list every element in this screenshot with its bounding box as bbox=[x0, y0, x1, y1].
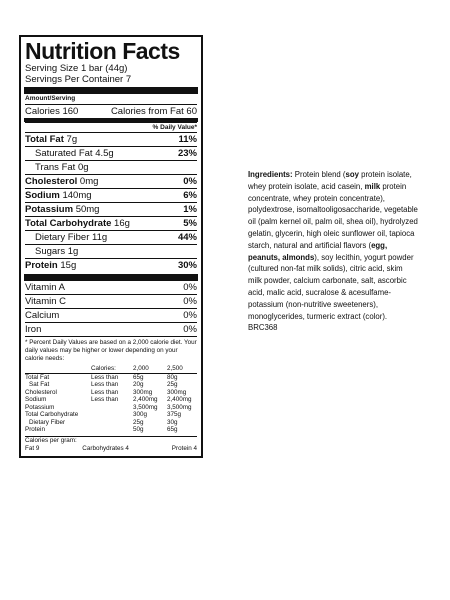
table-row: Total Fat Less than 65g 80g bbox=[25, 373, 178, 381]
nutrient-label: Saturated Fat bbox=[35, 148, 93, 159]
nutrient-label: Dietary Fiber bbox=[35, 232, 90, 243]
nutrient-row-total-fat bbox=[25, 132, 197, 146]
vitamin-label: Vitamin A bbox=[25, 282, 65, 293]
nutrient-row-protein bbox=[25, 258, 197, 272]
nutrition-title: Nutrition Facts bbox=[25, 38, 180, 64]
nutrition-facts-panel bbox=[19, 35, 203, 458]
daily-value-footnote: * Percent Daily Values are based on a 2,000 calorie diet. Your daily values may be higher or lower depending on your calorie needs: bbox=[25, 336, 197, 363]
nutrient-label: Protein bbox=[25, 260, 58, 271]
nutrient-label: Trans Fat bbox=[35, 162, 76, 173]
nutrient-dv: 30% bbox=[177, 260, 197, 271]
vitamin-row-c bbox=[25, 294, 197, 308]
vitamin-row-a bbox=[25, 281, 197, 294]
vitamin-row-iron bbox=[25, 322, 197, 336]
product-code: BRC368 bbox=[248, 323, 278, 333]
nutrient-amount: 0mg bbox=[79, 176, 99, 187]
footnote-table bbox=[25, 365, 197, 434]
allergen-soy: soy bbox=[345, 170, 359, 179]
allergen-egg-peanuts-almonds: egg, peanuts, almonds bbox=[248, 240, 388, 262]
nutrient-label: Sodium bbox=[25, 190, 60, 201]
divider-thick bbox=[24, 274, 198, 281]
footnote-table-header: Calories: 2,000 2,500 bbox=[25, 365, 197, 373]
nutrient-dv: 1% bbox=[183, 204, 197, 215]
nutrient-amount: 16g bbox=[114, 218, 130, 229]
allergen-milk: milk bbox=[364, 181, 381, 191]
nutrient-label: Total Carbohydrate bbox=[25, 218, 112, 229]
nutrient-row-saturated-fat bbox=[25, 146, 197, 160]
divider-thick bbox=[24, 87, 198, 94]
nutrient-amount: 15g bbox=[60, 260, 77, 271]
nutrient-amount: 4.5g bbox=[95, 148, 114, 159]
vitamin-dv: 0% bbox=[183, 296, 197, 307]
cal-fat: Fat 9 bbox=[25, 444, 40, 452]
calories-per-gram-label: Calories per gram: bbox=[25, 436, 77, 444]
ingredients-text: Ingredients: Protein blend (soy protein isolate, whey protein isolate, acid casein, milk protein concentrate, whey protein concentrate), polydextrose, isomaltooligosaccharide, vegetable oil (palm kernel oil, palm oil, shea oil), hydrolyzed gelatin, glycerin, high oleic sunflower oil, tapioca starch, natural and artificial flavors (egg, peanuts, almonds), soy lecithin, yogurt powder (cultured non-fat milk solids), citric acid, skim milk powder, calcium carbonate, salt, ascorbic acid, malic acid, sucralose & acesulfame-potassium (non-nutritive sweeteners), monoglycerides, turmeric extract (color). BRC368 bbox=[248, 170, 418, 333]
nutrient-label: Sugars bbox=[35, 246, 66, 257]
daily-value-header: % Daily Value* bbox=[25, 122, 197, 132]
vitamin-dv: 0% bbox=[183, 282, 197, 293]
nutrient-label: Total Fat bbox=[25, 134, 64, 145]
serving-size: Serving Size 1 bar (44g) bbox=[25, 63, 128, 74]
ingredients-label: Ingredients: bbox=[248, 170, 293, 179]
nutrient-row-sodium bbox=[25, 188, 197, 202]
nutrient-label: Potassium bbox=[25, 204, 74, 215]
vitamin-label: Calcium bbox=[25, 310, 60, 321]
nutrient-row-trans-fat bbox=[25, 160, 197, 174]
table-row: Potassium 3,500mg 3,500mg bbox=[25, 403, 192, 411]
table-row: Sodium Less than 2,400mg 2,400mg bbox=[25, 396, 192, 403]
table-row: Cholesterol Less than 300mg 300mg bbox=[25, 388, 187, 396]
vitamin-dv: 0% bbox=[183, 324, 197, 335]
servings-per-container: Servings Per Container 7 bbox=[25, 74, 132, 85]
nutrient-row-sugars bbox=[25, 244, 197, 258]
nutrient-dv: 44% bbox=[177, 232, 197, 243]
nutrient-row-dietary-fiber bbox=[25, 230, 197, 244]
nutrient-amount: 11g bbox=[92, 232, 108, 243]
nutrient-label: Cholesterol bbox=[25, 176, 78, 187]
table-row: Total Carbohydrate 300g 375g bbox=[25, 411, 182, 418]
table-row: Protein 50g 65g bbox=[25, 426, 178, 433]
vitamin-row-calcium bbox=[25, 308, 197, 322]
calories-per-gram-values bbox=[25, 445, 197, 453]
calories: Calories 160 bbox=[25, 106, 79, 117]
table-row: Dietary Fiber 25g 30g bbox=[29, 418, 178, 426]
nutrient-dv: 11% bbox=[178, 134, 197, 145]
calories-from-fat: Calories from Fat 60 bbox=[110, 106, 197, 117]
nutrient-dv: 23% bbox=[177, 148, 197, 159]
cal-protein: Protein 4 bbox=[171, 444, 197, 452]
vitamin-dv: 0% bbox=[183, 310, 197, 321]
nutrient-amount: 0g bbox=[77, 162, 89, 173]
calories-per-gram bbox=[25, 436, 197, 453]
nutrient-row-cholesterol bbox=[25, 174, 197, 188]
vitamin-label: Iron bbox=[25, 324, 42, 335]
nutrient-amount: 50mg bbox=[75, 204, 100, 215]
vitamin-label: Vitamin C bbox=[25, 296, 67, 307]
nutrient-dv: 0% bbox=[183, 176, 197, 187]
nutrient-amount: 7g bbox=[66, 134, 78, 145]
amount-per-serving: Amount/Serving bbox=[25, 95, 76, 102]
nutrient-dv: 6% bbox=[183, 190, 197, 201]
nutrient-dv: 5% bbox=[183, 218, 197, 229]
nutrient-row-total-carbohydrate bbox=[25, 216, 197, 230]
nutrient-row-potassium bbox=[25, 202, 197, 216]
nutrient-amount: 140mg bbox=[62, 190, 92, 201]
table-row: Sat Fat Less than 20g 25g bbox=[29, 381, 178, 388]
calories-row bbox=[25, 104, 197, 118]
cal-carbohydrates: Carbohydrates 4 bbox=[82, 444, 129, 452]
nutrient-amount: 1g bbox=[67, 246, 79, 257]
